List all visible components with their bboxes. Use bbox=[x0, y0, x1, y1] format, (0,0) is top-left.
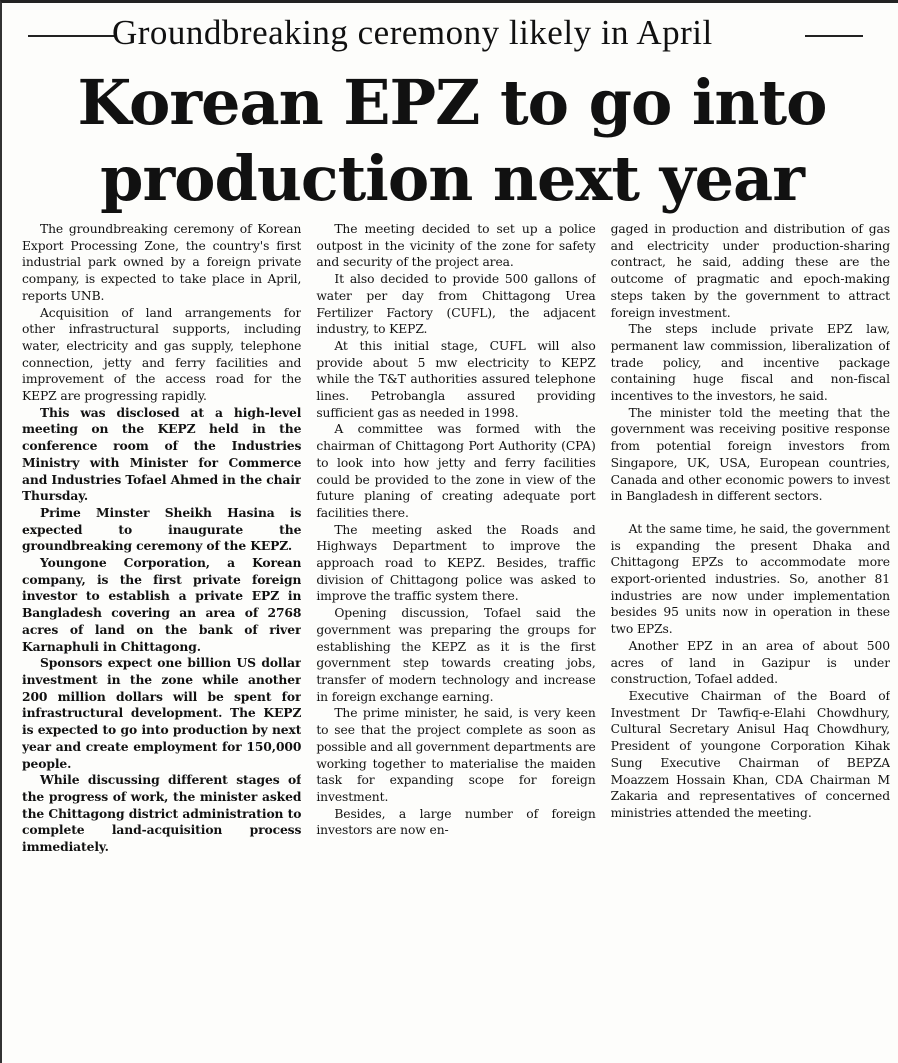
headline: Korean EPZ to go into production next year bbox=[77, 66, 827, 215]
article-paragraph: The minister told the meeting that the government was receiving positive response from potential foreign investors from Singapore, UK, USA, European countries, Canada and other economic powers to invest in Bangladesh in different sectors. bbox=[610, 405, 890, 504]
article-paragraph: Besides, a large number of foreign investors are now en- bbox=[316, 806, 596, 838]
article-column-3 bbox=[611, 221, 890, 1059]
article-paragraph: Prime Minster Sheikh Hasina is expected to inaugurate the groundbreaking ceremony of the KEPZ. bbox=[22, 504, 302, 554]
article-paragraph: At this initial stage, CUFL will also provide about 5 mw electricity to KEPZ while the T&T authorities assured telephone lines. Petrobangla assured providing sufficient gas as needed in 1998. bbox=[316, 338, 596, 420]
article-paragraph: The meeting decided to set up a police outpost in the vicinity of the zone for safety and security of the project area. bbox=[316, 222, 596, 270]
kicker-rule-right bbox=[805, 35, 863, 37]
kicker-text: Groundbreaking ceremony likely in April bbox=[112, 13, 713, 52]
article-paragraph: Opening discussion, Tofael said the government was preparing the groups for establishing the KEPZ as it is the first government step towards creating jobs, transfer of modern technology and increase in foreign exchange earning. bbox=[316, 606, 596, 704]
kicker-row bbox=[8, 9, 892, 59]
article-column-2 bbox=[316, 221, 595, 1059]
article-paragraph: The steps include private EPZ law, permanent law commission, liberalization of trade policy, and incentive package containing huge fiscal and non-fiscal incentives to the investors, he said. bbox=[610, 322, 890, 404]
article-paragraph: The prime minister, he said, is very keen to see that the project complete as soon as possible and all government departments are working together to materialise the maiden task for expanding scope for foreign investment. bbox=[316, 706, 596, 804]
article-paragraph: Another EPZ in an area of about 500 acres of land in Gazipur is under construction, Tofael added. bbox=[610, 638, 890, 687]
kicker-rule-left bbox=[28, 35, 116, 37]
article-paragraph: A committee was formed with the chairman of Chittagong Port Authority (CPA) to look into how jetty and ferry facilities could be provided to the zone in view of the future planing of creating adequate port facilities there. bbox=[316, 422, 596, 520]
article-paragraph: At the same time, he said, the government is expanding the present Dhaka and Chittagong EPZs to accommodate more export-oriented industries. So, another 81 industries are now under implementation besides 95 units now in operation in these two EPZs. bbox=[610, 521, 890, 637]
article-paragraph: The meeting asked the Roads and Highways Department to improve the approach road to KEPZ. Besides, traffic division of Chittagong police was asked to improve the traffic system there. bbox=[316, 522, 596, 604]
article-paragraph: While discussing different stages of the progress of work, the minister asked the Chittagong district administration to complete land-acquisition process immediately. bbox=[22, 772, 302, 855]
article-paragraph: Sponsors expect one billion US dollar investment in the zone while another 200 million dollars will be spent for infrastructural development. The KEPZ is expected to go into production by next year and create employment for 150,000 people. bbox=[22, 655, 302, 771]
article-paragraph: gaged in production and distribution of gas and electricity under production-sharing contract, he said, adding these are the outcome of pragmatic and epoch-making steps taken by the government to attract foreign investment. bbox=[610, 222, 890, 320]
article-paragraph: It also decided to provide 500 gallons of water per day from Chittagong Urea Fertilizer Factory (CUFL), the adjacent industry, to KEPZ. bbox=[316, 272, 596, 337]
article-column-1 bbox=[22, 221, 301, 1059]
article-paragraph: This was disclosed at a high-level meeting on the KEPZ held in the conference room of the Industries Ministry with Minister for Commerce and Industries Tofael Ahmed in the chair Thursday. bbox=[22, 404, 302, 504]
article-columns bbox=[22, 221, 890, 1059]
article-paragraph: The groundbreaking ceremony of Korean Export Processing Zone, the country's first industrial park owned by a foreign private company, is expected to take place in April, reports UNB. bbox=[22, 222, 302, 303]
article-paragraph: Acquisition of land arrangements for other infrastructural supports, including water, electricity and gas supply, telephone connection, jetty and ferry facilities and improvement of the access road for the KEPZ are progressing rapidly. bbox=[22, 305, 302, 404]
article-paragraph: Youngone Corporation, a Korean company, is the first private foreign investor to establish a private EPZ in Bangladesh covering an area of 2768 acres of land on the bank of river Karnaphuli in Chittagong. bbox=[22, 555, 302, 654]
article-paragraph: Executive Chairman of the Board of Investment Dr Tawfiq-e-Elahi Chowdhury, Cultural Secretary Anisul Haq Chowdhury, President of youngone Corporation Kihak Sung Executive Chairman of BEPZA Moazzem Hossain Khan, CDA Chairman M Zakaria and representatives of concerned ministries attended the meeting. bbox=[610, 688, 890, 820]
